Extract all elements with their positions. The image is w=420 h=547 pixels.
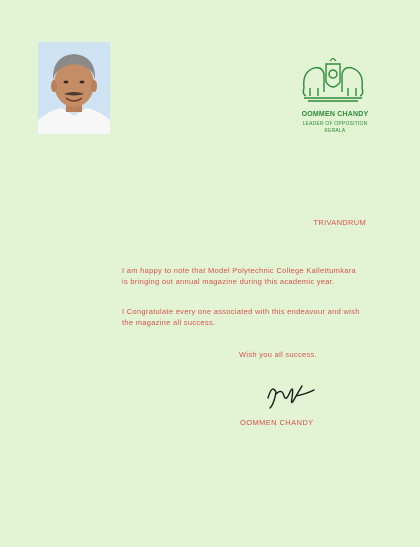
letterhead-state: KERALA: [324, 128, 346, 134]
letterhead-name: OOMMEN CHANDY: [301, 111, 369, 118]
letter-place: TRIVANDRUM: [313, 218, 366, 227]
state-emblem-icon: [300, 58, 366, 104]
letter-paragraph-2: I Congratulate every one associated with this endeavour and wish the magazine all success.: [122, 307, 360, 327]
letterhead-title: LEADER OF OPPOSITION: [302, 121, 368, 127]
handwritten-signature: [262, 378, 320, 412]
letter-paragraph-1: I am happy to note that Model Polytechnic College Kallettumkara is bringing out annual magazine during this academic year.: [122, 266, 357, 286]
letter-closing: Wish you all success.: [239, 350, 317, 359]
portrait-photo: [38, 42, 110, 134]
signatory-name: OOMMEN CHANDY: [240, 418, 314, 427]
